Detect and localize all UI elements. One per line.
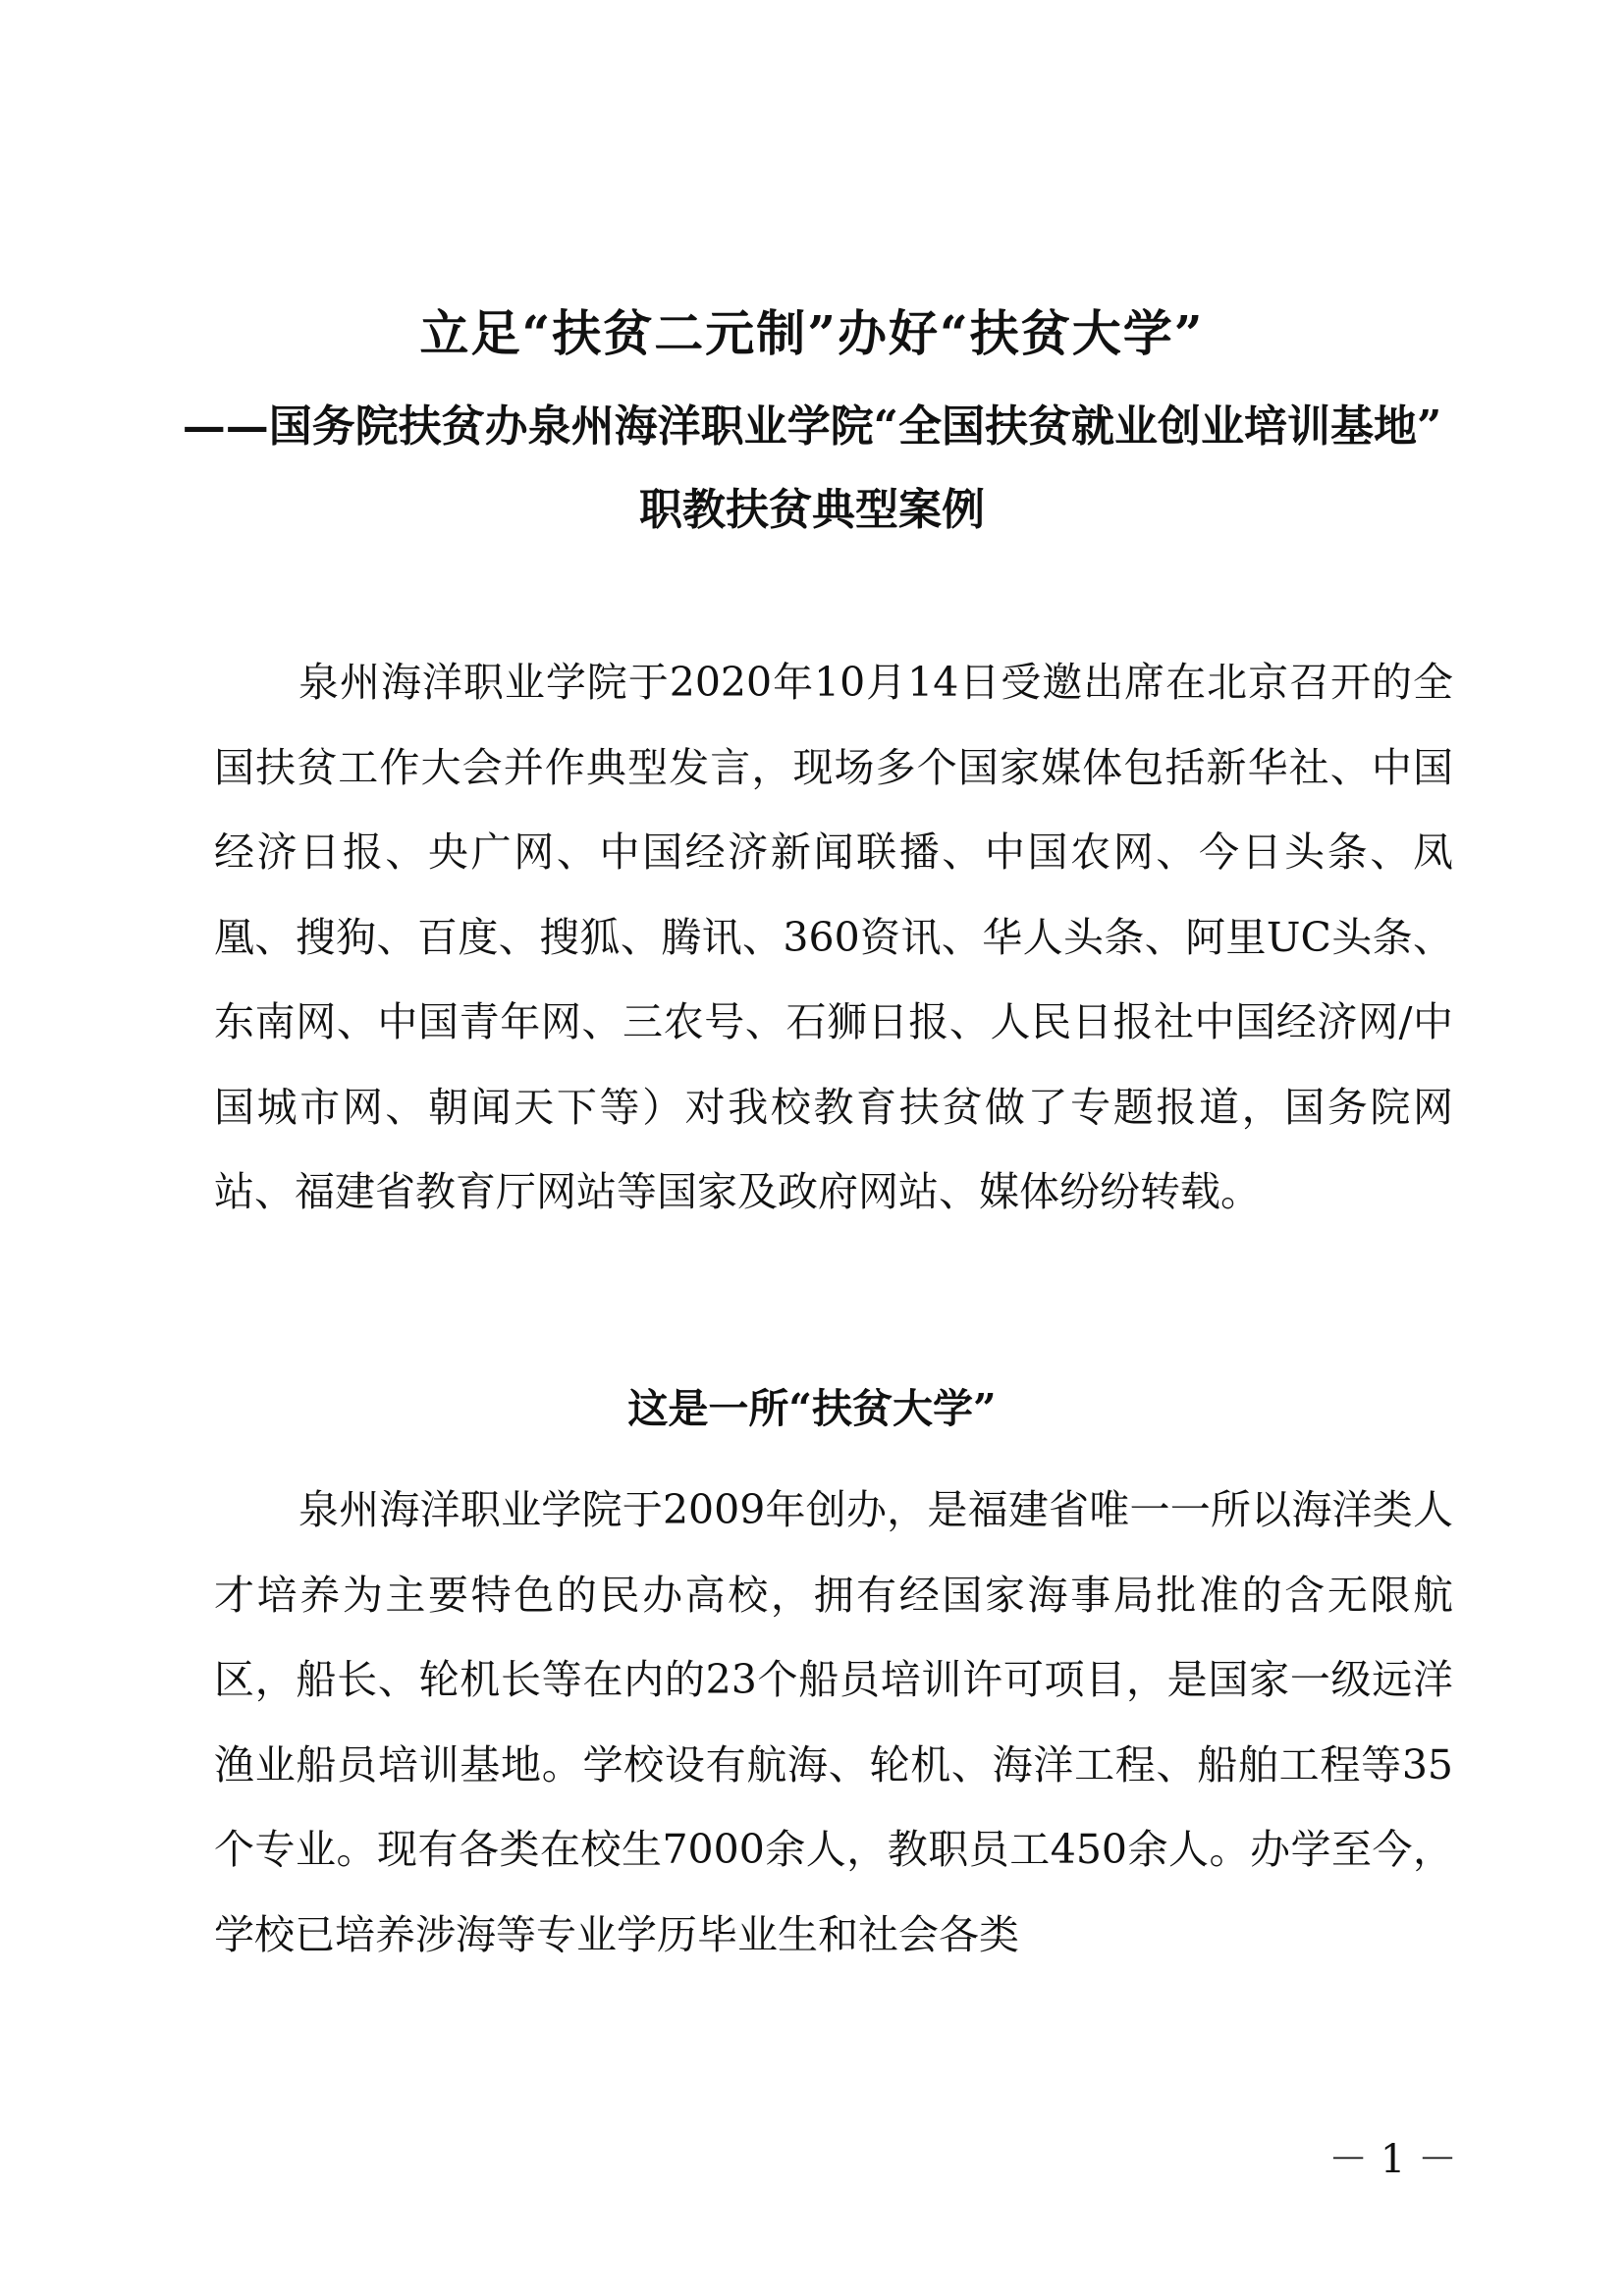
page-number: － 1 － — [1328, 2137, 1457, 2182]
section-heading: 这是一所“扶贫大学” — [627, 1385, 997, 1432]
document-subtitle: ——国务院扶贫办泉州海洋职业学院“全国扶贫就业创业培训基地” — [182, 401, 1442, 452]
paragraph-intro: 泉州海洋职业学院于2020年10月14日受邀出席在北京召开的全国扶贫工作大会并作典型发言，现场多个国家媒体包括新华社、中国经济日报、央广网、中国经济新闻联播、中国农网、今日头条、凤凰、搜狗、百度、搜狐、腾讯、360资讯、华人头条、阿里UC头条、东南网、中国青年网、三农号、石狮日报、人民日报社中国经济网/中国城市网、朝闻天下等）对我校教育扶贫做了专题报道，国务院网站、福建省教育厅网站等国家及政府网站、媒体纷纷转载。 — [214, 659, 1453, 1215]
paragraph-school-profile: 泉州海洋职业学院于2009年创办，是福建省唯一一所以海洋类人才培养为主要特色的民办高校，拥有经国家海事局批准的含无限航区，船长、轮机长等在内的23个船员培训许可项目，是国家一级远洋渔业船员培训基地。学校设有航海、轮机、海洋工程、船舶工程等35个专业。现有各类在校生7000余人，教职员工450余人。办学至今，学校已培养涉海等专业学历毕业生和社会各类 — [214, 1486, 1453, 1958]
document-title: 立足“扶贫二元制”办好“扶贫大学” — [419, 304, 1205, 362]
document-subtitle-line2: 职教扶贫典型案例 — [639, 485, 985, 535]
